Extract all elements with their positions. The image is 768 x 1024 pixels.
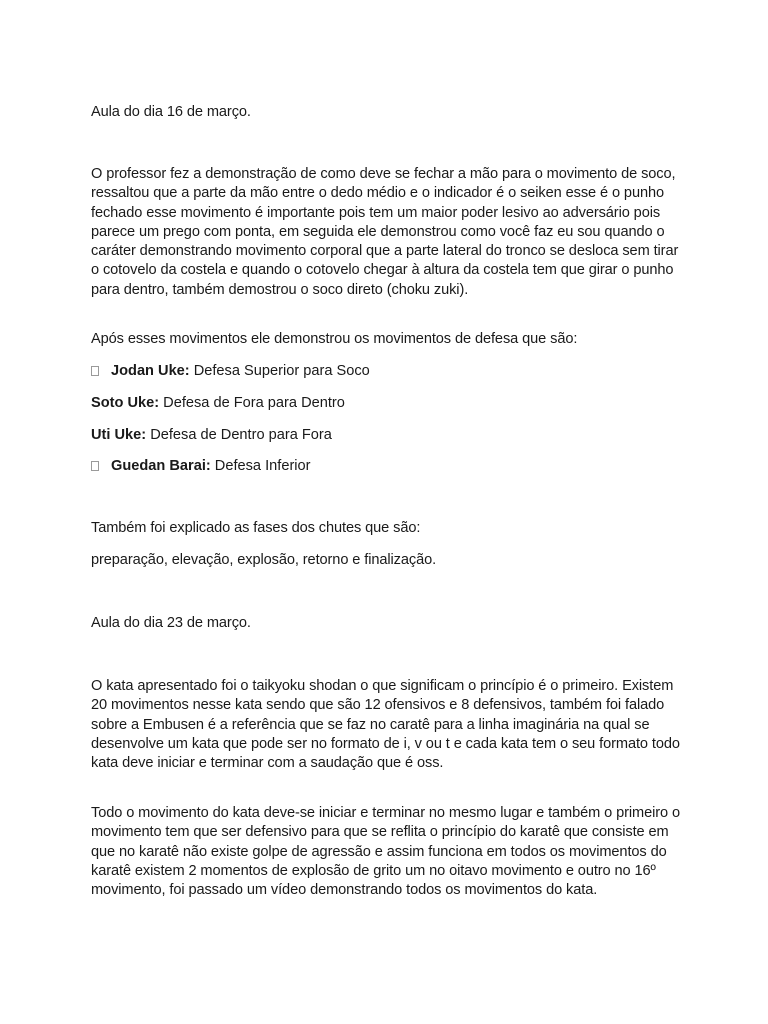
bullet-box-icon xyxy=(91,461,99,471)
defense-item-soto-uke xyxy=(91,394,681,413)
bullet-box-icon xyxy=(91,366,99,376)
class1-heading: Aula do dia 16 de março. xyxy=(91,104,251,120)
class2-paragraph-kata: O kata apresentado foi o taikyoku shodan o que significam o princípio é o primeiro. Existem 20 movimentos nesse kata sendo que são 12 ofensivos e 8 defensivos, também foi falado sobre a Embusen é a referência que se faz no caratê para a linha imaginária na qual se desenvolve um kata que pode ser no formato de i, v ou t e cada kata tem o seu formato todo kata deve iniciar e terminar com a saudação que é oss. xyxy=(91,678,680,772)
class2-paragraph-movements: Todo o movimento do kata deve-se iniciar e terminar no mesmo lugar e também o primeiro o movimento tem que ser defensivo para que se reflita o princípio do karatê que consiste em que no karatê não existe golpe de agressão e assim funciona em todos os movimentos do karatê existem 2 momentos de explosão de grito um no oitavo movimento e outro no 16º movimento, foi passado um vídeo demonstrando todos os movimentos do kata. xyxy=(91,805,681,899)
class1-paragraph-kick-phases: preparação, elevação, explosão, retorno e finalização. xyxy=(91,552,437,568)
class1-paragraph-punch: O professor fez a demonstração de como deve se fechar a mão para o movimento de soco, ressaltou que a parte da mão entre o dedo médio e o indicador é o seiken esse é o punho fechado esse movimento é importante pois tem um maior poder lesivo ao adversário pois parece um prego com ponta, em seguida ele demonstrou como você faz eu sou quando o caráter demonstrando movimento corporal que a parte lateral do tronco se desloca sem tirar o cotovelo da costela e quando o cotovelo chegar à altura da costela tem que girar o punho para dentro, também demostrou o soco direto (choku zuki). xyxy=(91,166,679,298)
class2-heading: Aula do dia 23 de março. xyxy=(91,615,251,631)
defense-term: Soto Uke: xyxy=(91,395,160,411)
class1-paragraph-kicks-intro: Também foi explicado as fases dos chutes que são: xyxy=(91,520,421,536)
defense-description: Defesa de Dentro para Fora xyxy=(146,427,332,443)
defense-item-guedan-barai xyxy=(91,457,681,476)
class1-paragraph-defenses-intro: Após esses movimentos ele demonstrou os movimentos de defesa que são: xyxy=(91,331,578,347)
defense-item-uti-uke xyxy=(91,426,681,445)
defense-description: Defesa Inferior xyxy=(210,458,311,474)
defense-term: Jodan Uke: xyxy=(111,363,190,379)
defense-item-jodan-uke xyxy=(91,362,681,381)
defense-term: Guedan Barai: xyxy=(111,458,211,474)
defense-description: Defesa de Fora para Dentro xyxy=(159,395,345,411)
defense-term: Uti Uke: xyxy=(91,427,147,443)
defense-description: Defesa Superior para Soco xyxy=(189,363,370,379)
